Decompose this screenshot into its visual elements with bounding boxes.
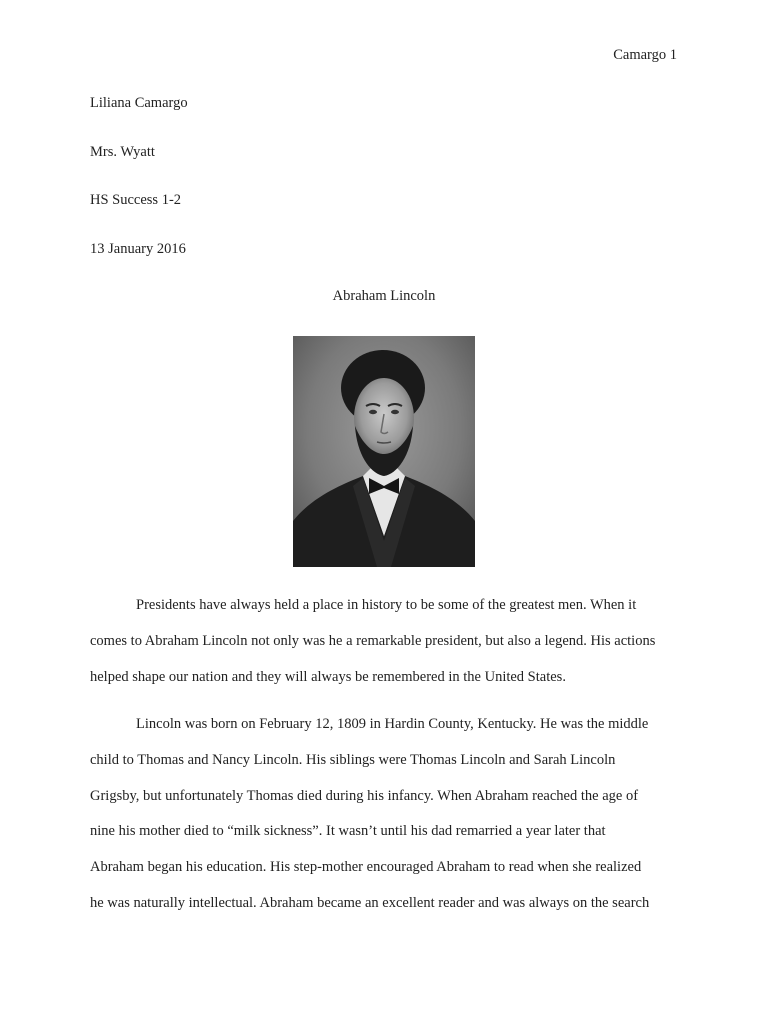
page-header: Camargo 1 [613,47,677,63]
paragraph-line: comes to Abraham Lincoln not only was he a remarkable president, but also a legend. His actions [90,632,656,649]
student-name: Liliana Camargo [90,95,188,111]
course-name: HS Success 1-2 [90,192,182,208]
paragraph-line: helped shape our nation and they will always be remembered in the United States. [90,668,566,685]
paragraph-2 [90,707,690,922]
teacher-name: Mrs. Wyatt [90,144,155,160]
paragraph-line: nine his mother died to “milk sickness”. It wasn’t until his dad remarried a year later that [90,823,606,840]
essay-title: Abraham Lincoln [332,288,436,304]
lincoln-portrait-image [293,336,475,567]
paragraph-line: Abraham began his education. His step-mother encouraged Abraham to read when she realized [90,859,642,876]
paragraph-line: child to Thomas and Nancy Lincoln. His siblings were Thomas Lincoln and Sarah Lincoln [90,751,616,768]
paragraph-line: Grigsby, but unfortunately Thomas died during his infancy. When Abraham reached the age of [90,787,639,804]
paragraph-line: Lincoln was born on February 12, 1809 in Hardin County, Kentucky. He was the middle [136,716,649,732]
paragraph-1 [90,588,690,695]
essay-date: 13 January 2016 [90,241,186,257]
paragraph-line: he was naturally intellectual. Abraham became an excellent reader and was always on the search [90,894,650,911]
paragraph-line: Presidents have always held a place in history to be some of the greatest men. When it [136,597,637,613]
